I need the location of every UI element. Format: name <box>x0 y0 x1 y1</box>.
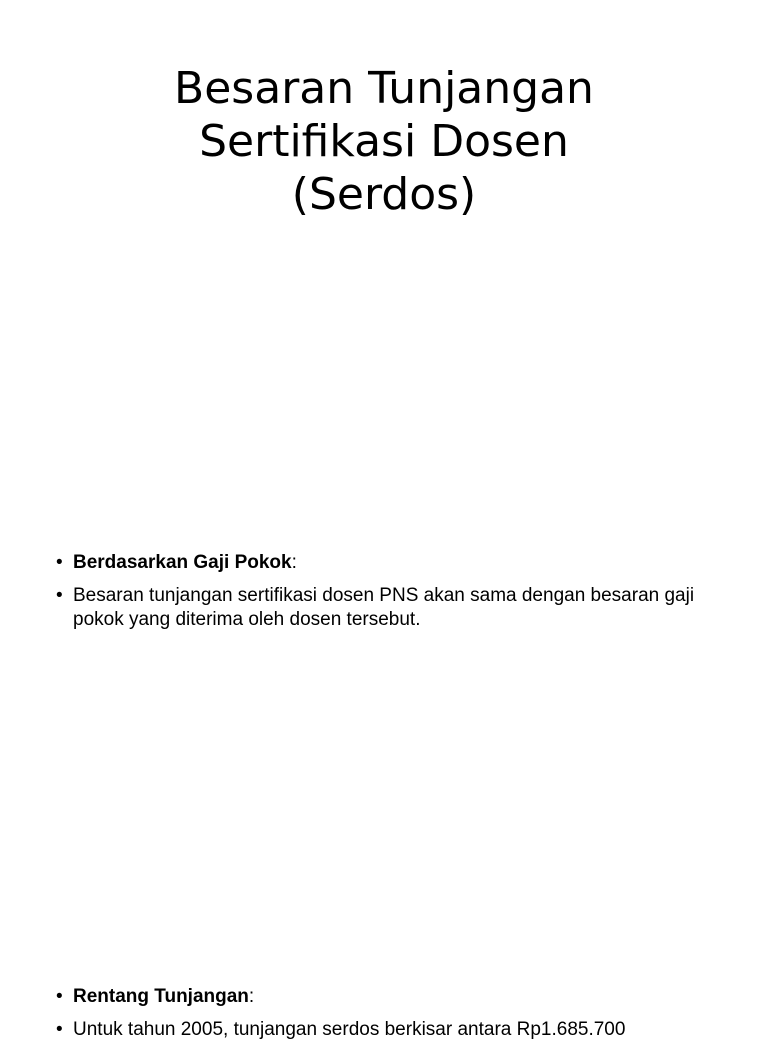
bullet-heading-text: Rentang Tunjangan <box>73 986 249 1007</box>
bullet-item-heading <box>56 551 716 575</box>
bullet-list-gaji-pokok <box>56 551 716 641</box>
slide-title-line-1: Besaran Tunjangan <box>174 63 594 114</box>
bullet-heading-text: Berdasarkan Gaji Pokok <box>73 552 292 573</box>
bullet-icon: • <box>56 552 63 573</box>
bullet-item-body <box>56 584 716 632</box>
bullet-heading-colon: : <box>291 552 297 573</box>
bullet-item-body <box>56 1018 716 1042</box>
bullet-body-text: Besaran tunjangan sertifikasi dosen PNS akan sama dengan besaran gaji pokok yang diterima oleh dosen tersebut. <box>73 585 695 630</box>
slide-title-line-3: (Serdos) <box>291 169 477 220</box>
slide-title <box>84 62 684 221</box>
bullet-item-heading <box>56 985 716 1009</box>
bullet-list-rentang <box>56 985 716 1051</box>
bullet-icon: • <box>56 986 63 1007</box>
bullet-body-text: Untuk tahun 2005, tunjangan serdos berkisar antara Rp1.685.700 <box>73 1019 626 1040</box>
bullet-heading-colon: : <box>248 986 255 1007</box>
bullet-icon: • <box>56 585 63 606</box>
bullet-icon: • <box>56 1019 63 1040</box>
slide-title-line-2: Sertifikasi Dosen <box>199 116 569 167</box>
